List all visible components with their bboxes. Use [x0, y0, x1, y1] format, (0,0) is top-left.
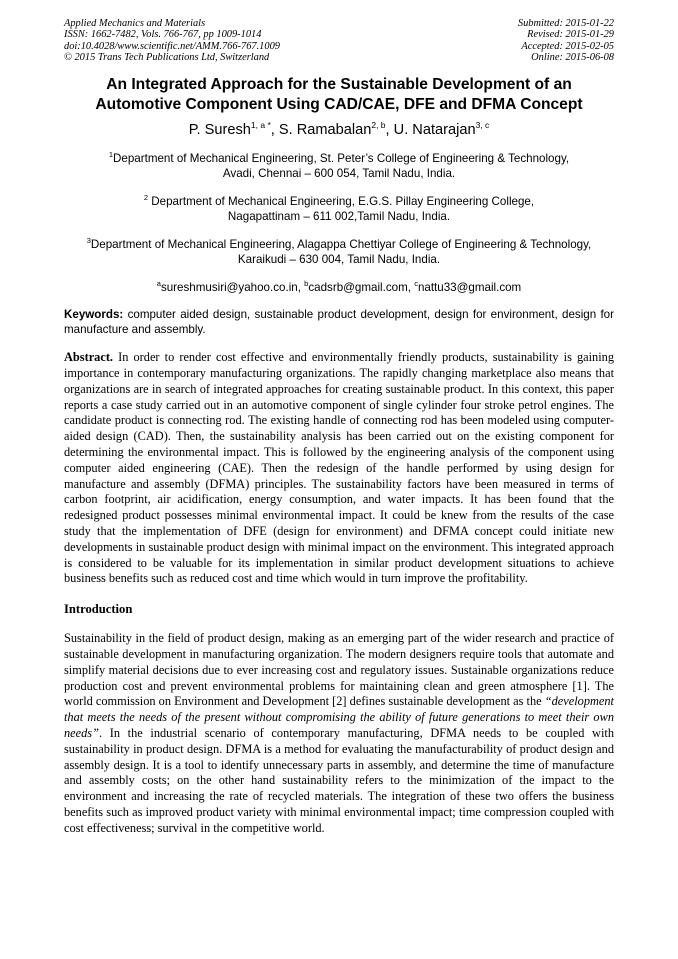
keywords-label: Keywords:	[64, 307, 124, 321]
affiliation-marker: 1	[108, 149, 114, 159]
email-address: sureshmusiri@yahoo.co.in,	[160, 280, 305, 294]
email-marker: b	[304, 278, 309, 288]
affiliation-3	[64, 237, 614, 268]
affiliation-line: Department of Mechanical Engineering, E.G.S. Pillay Engineering College,	[148, 194, 535, 208]
intro-quote: “development that meets the needs of the present without compromising the ability of future generations to meet their own needs”	[64, 694, 614, 740]
journal-info	[64, 18, 280, 64]
paper-title	[64, 75, 614, 116]
date-online: Online: 2015-06-08	[531, 52, 614, 64]
affiliation-line: Nagapattinam – 611 002,Tamil Nadu, India.	[227, 210, 451, 224]
title-line-1: An Integrated Approach for the Sustainable Development of an	[106, 75, 572, 93]
email-address: cadsrb@gmail.com,	[308, 280, 415, 294]
affiliation-line: Karaikudi – 630 004, Tamil Nadu, India.	[237, 253, 441, 267]
journal-issn: ISSN: 1662-7482, Vols. 766-767, pp 1009-1014	[64, 29, 262, 41]
author-marker: 1, a *	[250, 119, 271, 130]
author-emails	[64, 280, 614, 295]
section-heading-introduction: Introduction	[64, 602, 133, 617]
date-revised: Revised: 2015-01-29	[527, 29, 614, 41]
journal-header	[64, 18, 614, 64]
affiliation-line: Avadi, Chennai – 600 054, Tamil Nadu, India.	[222, 167, 456, 181]
intro-text: Sustainability in the field of product design, making as an emerging part of the wider research and practice of sustainable development in manufacturing organization. The modern designers require tools that automate and simplify material decisions due to ever increasing cost and regulatory issues. Sustainable organizations reduce production cost and prevent environmental problems for maintaining clean and green atmosphere [1]. The world commission on Environment and Development [2] defines sustainable development as the	[64, 631, 614, 709]
email-address: nattu33@gmail.com	[417, 280, 522, 294]
abstract-text: In order to render cost effective and environmentally friendly products, sustainability is gaining importance in contemporary manufacturing organizations. The rapidly changing marketplace also means that organizations are in search of integrated approaches for creating sustainable product. In this context, this paper reports a case study carried out in an automotive component of single cylinder four stroke petrol engines. The candidate product is connecting rod. The existing handle of connecting rod has been modeled using computer-aided design (CAD). Then, the sustainability analysis has been carried out on the existing component for determining the environmental impact. This is followed by the engineering analysis of the component using computer aided engineering (CAE). Then the redesign of the handle performed by using design for manufacture and assembly (DFMA) principles. The sustainability factors have been measured in terms of carbon footprint, air acidification, energy consumption, and water impacts. It has been found that the redesigned product possesses minimal environmental impact. It could be knew from the results of the case study that the implementation of DFE (design for environment) and DFMA concept could initiate new developments in sustainable product design with minimal impact on the environment. This integrated approach is considered to be valuable for its implementation in similar product development situations to achieve business benefits such as reduced cost and time which would in turn improve the profitability.	[64, 350, 614, 586]
affiliation-marker: 3	[86, 235, 91, 245]
intro-text-continued: . In the industrial scenario of contemporary manufacturing, DFMA needs to be coupled with sustainability in product design. DFMA is a method for evaluating the manufacturability of product design and assembly design. It is a tool to identify unnecessary parts in assembly, and determine the time of manufacture and assembly costs; on the other hand sustainability refers to the minimization of the impact to the environment and increasing the rate of recycled materials. The integration of these two offers the business benefits such as improved product variety with minimal environmental impact; time compression coupled with cost effectiveness; survival in the competitive world.	[64, 725, 614, 835]
date-accepted: Accepted: 2015-02-05	[521, 40, 614, 52]
keywords-text: computer aided design, sustainable product development, design for environment, design for manufacture and assembly.	[64, 307, 614, 337]
author-name: U. Natarajan	[393, 121, 476, 138]
journal-doi: doi:10.4028/www.scientific.net/AMM.766-767.1009	[64, 40, 280, 52]
publication-dates	[518, 18, 614, 64]
affiliation-line: Department of Mechanical Engineering, St. Peter’s College of Engineering & Technology,	[113, 151, 570, 165]
introduction-paragraph	[64, 631, 614, 836]
abstract-label: Abstract.	[64, 350, 114, 365]
affiliation-line: Department of Mechanical Engineering, Alagappa Chettiyar College of Engineering & Technology,	[90, 237, 592, 251]
date-submitted: Submitted: 2015-01-22	[517, 18, 614, 29]
author-list: P. Suresh$^{1, a *}$, S. Ramabalan$^{2, b}$, U. Natarajan$^{3, c}$	[188, 119, 490, 138]
email-marker: a	[156, 278, 161, 288]
affiliation-2	[64, 194, 614, 225]
author-marker: 3, c	[475, 119, 490, 130]
journal-copyright: © 2015 Trans Tech Publications Ltd, Switzerland	[64, 52, 270, 64]
author-name: P. Suresh	[188, 121, 251, 138]
title-line-2: Automotive Component Using CAD/CAE, DFE and DFMA Concept	[95, 96, 583, 114]
abstract-paragraph	[64, 350, 614, 587]
affiliation-marker: 2	[143, 192, 149, 202]
author-marker: 2, b	[371, 119, 386, 130]
keywords-paragraph	[64, 307, 614, 339]
journal-name: Applied Mechanics and Materials	[64, 18, 206, 29]
author-name: S. Ramabalan	[278, 121, 372, 138]
email-marker: c	[414, 278, 418, 288]
affiliation-1	[64, 151, 614, 182]
